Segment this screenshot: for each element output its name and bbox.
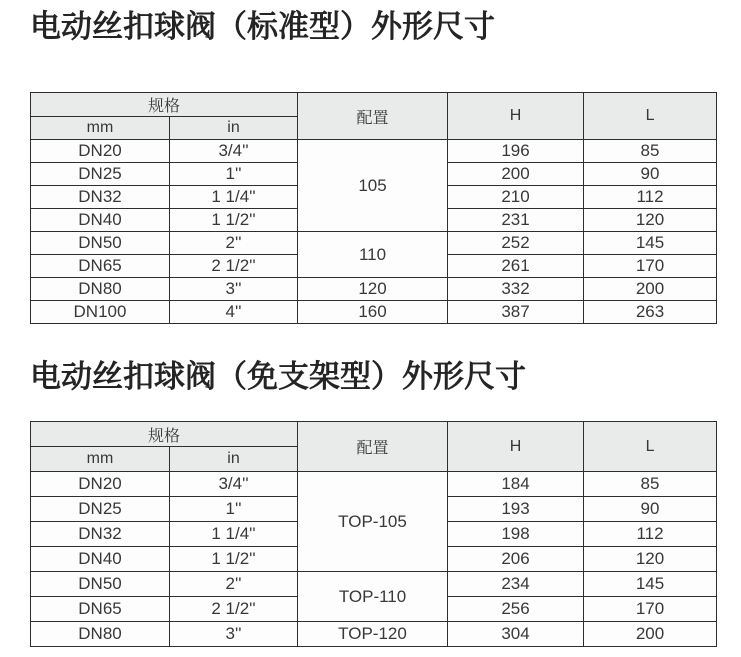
cell-l: 85 — [584, 472, 717, 497]
cell-config: 120 — [298, 278, 448, 301]
cell-mm: DN50 — [31, 572, 170, 597]
cell-config: 160 — [298, 301, 448, 324]
cell-h: 184 — [448, 472, 584, 497]
table-body — [31, 472, 717, 647]
cell-mm: DN40 — [31, 209, 170, 232]
cell-in: 1 1/4'' — [170, 522, 298, 547]
header-config: 配置 — [298, 93, 448, 140]
table-row — [31, 278, 717, 301]
cell-config: TOP-120 — [298, 622, 448, 647]
header-mm: mm — [31, 447, 170, 472]
cell-h: 252 — [448, 232, 584, 255]
cell-mm: DN50 — [31, 232, 170, 255]
cell-l: 200 — [584, 622, 717, 647]
cell-l: 170 — [584, 597, 717, 622]
cell-in: 3'' — [170, 622, 298, 647]
header-spec: 规格 — [31, 93, 298, 117]
cell-h: 256 — [448, 597, 584, 622]
cell-in: 3/4'' — [170, 472, 298, 497]
cell-mm: DN80 — [31, 622, 170, 647]
cell-l: 120 — [584, 209, 717, 232]
cell-h: 193 — [448, 497, 584, 522]
cell-mm: DN32 — [31, 522, 170, 547]
cell-mm: DN80 — [31, 278, 170, 301]
cell-h: 234 — [448, 572, 584, 597]
cell-mm: DN40 — [31, 547, 170, 572]
cell-l: 85 — [584, 140, 717, 163]
cell-h: 387 — [448, 301, 584, 324]
table-row — [31, 472, 717, 497]
header-l: L — [584, 422, 717, 472]
cell-mm: DN32 — [31, 186, 170, 209]
cell-mm: DN100 — [31, 301, 170, 324]
cell-in: 1 1/2'' — [170, 209, 298, 232]
bracket-free-dimensions-table — [30, 421, 717, 647]
cell-in: 3'' — [170, 278, 298, 301]
header-mm: mm — [31, 117, 170, 140]
cell-l: 170 — [584, 255, 717, 278]
cell-h: 231 — [448, 209, 584, 232]
cell-config: 110 — [298, 232, 448, 278]
cell-in: 1 1/4'' — [170, 186, 298, 209]
table-body — [31, 140, 717, 324]
cell-l: 145 — [584, 572, 717, 597]
cell-h: 210 — [448, 186, 584, 209]
table-row — [31, 622, 717, 647]
header-row-spec — [31, 422, 717, 447]
cell-in: 2 1/2'' — [170, 255, 298, 278]
header-in: in — [170, 447, 298, 472]
cell-in: 1'' — [170, 163, 298, 186]
standard-dimensions-table — [30, 92, 717, 324]
table-header — [31, 93, 717, 140]
cell-mm: DN65 — [31, 255, 170, 278]
cell-in: 1 1/2'' — [170, 547, 298, 572]
section-title-bracket-free: 电动丝扣球阀（免支架型）外形尺寸 — [30, 359, 526, 395]
cell-l: 112 — [584, 522, 717, 547]
cell-mm: DN25 — [31, 163, 170, 186]
cell-mm: DN25 — [31, 497, 170, 522]
cell-h: 332 — [448, 278, 584, 301]
table-row — [31, 301, 717, 324]
header-in: in — [170, 117, 298, 140]
cell-mm: DN20 — [31, 140, 170, 163]
cell-h: 200 — [448, 163, 584, 186]
cell-h: 304 — [448, 622, 584, 647]
header-config: 配置 — [298, 422, 448, 472]
cell-h: 206 — [448, 547, 584, 572]
cell-l: 200 — [584, 278, 717, 301]
cell-l: 263 — [584, 301, 717, 324]
cell-in: 3/4'' — [170, 140, 298, 163]
table-header — [31, 422, 717, 472]
table-row — [31, 572, 717, 597]
cell-in: 2'' — [170, 232, 298, 255]
table-row — [31, 140, 717, 163]
cell-l: 90 — [584, 497, 717, 522]
cell-config: TOP-105 — [298, 472, 448, 572]
cell-in: 1'' — [170, 497, 298, 522]
cell-mm: DN65 — [31, 597, 170, 622]
table-row — [31, 232, 717, 255]
header-h: H — [448, 93, 584, 140]
cell-l: 120 — [584, 547, 717, 572]
header-l: L — [584, 93, 717, 140]
cell-l: 145 — [584, 232, 717, 255]
header-row-spec — [31, 93, 717, 117]
cell-h: 196 — [448, 140, 584, 163]
cell-in: 2 1/2'' — [170, 597, 298, 622]
cell-l: 112 — [584, 186, 717, 209]
cell-l: 90 — [584, 163, 717, 186]
header-h: H — [448, 422, 584, 472]
cell-in: 2'' — [170, 572, 298, 597]
cell-config: 105 — [298, 140, 448, 232]
section-title-standard: 电动丝扣球阀（标准型）外形尺寸 — [30, 9, 495, 44]
cell-config: TOP-110 — [298, 572, 448, 622]
header-spec: 规格 — [31, 422, 298, 447]
cell-mm: DN20 — [31, 472, 170, 497]
cell-in: 4'' — [170, 301, 298, 324]
cell-h: 261 — [448, 255, 584, 278]
cell-h: 198 — [448, 522, 584, 547]
